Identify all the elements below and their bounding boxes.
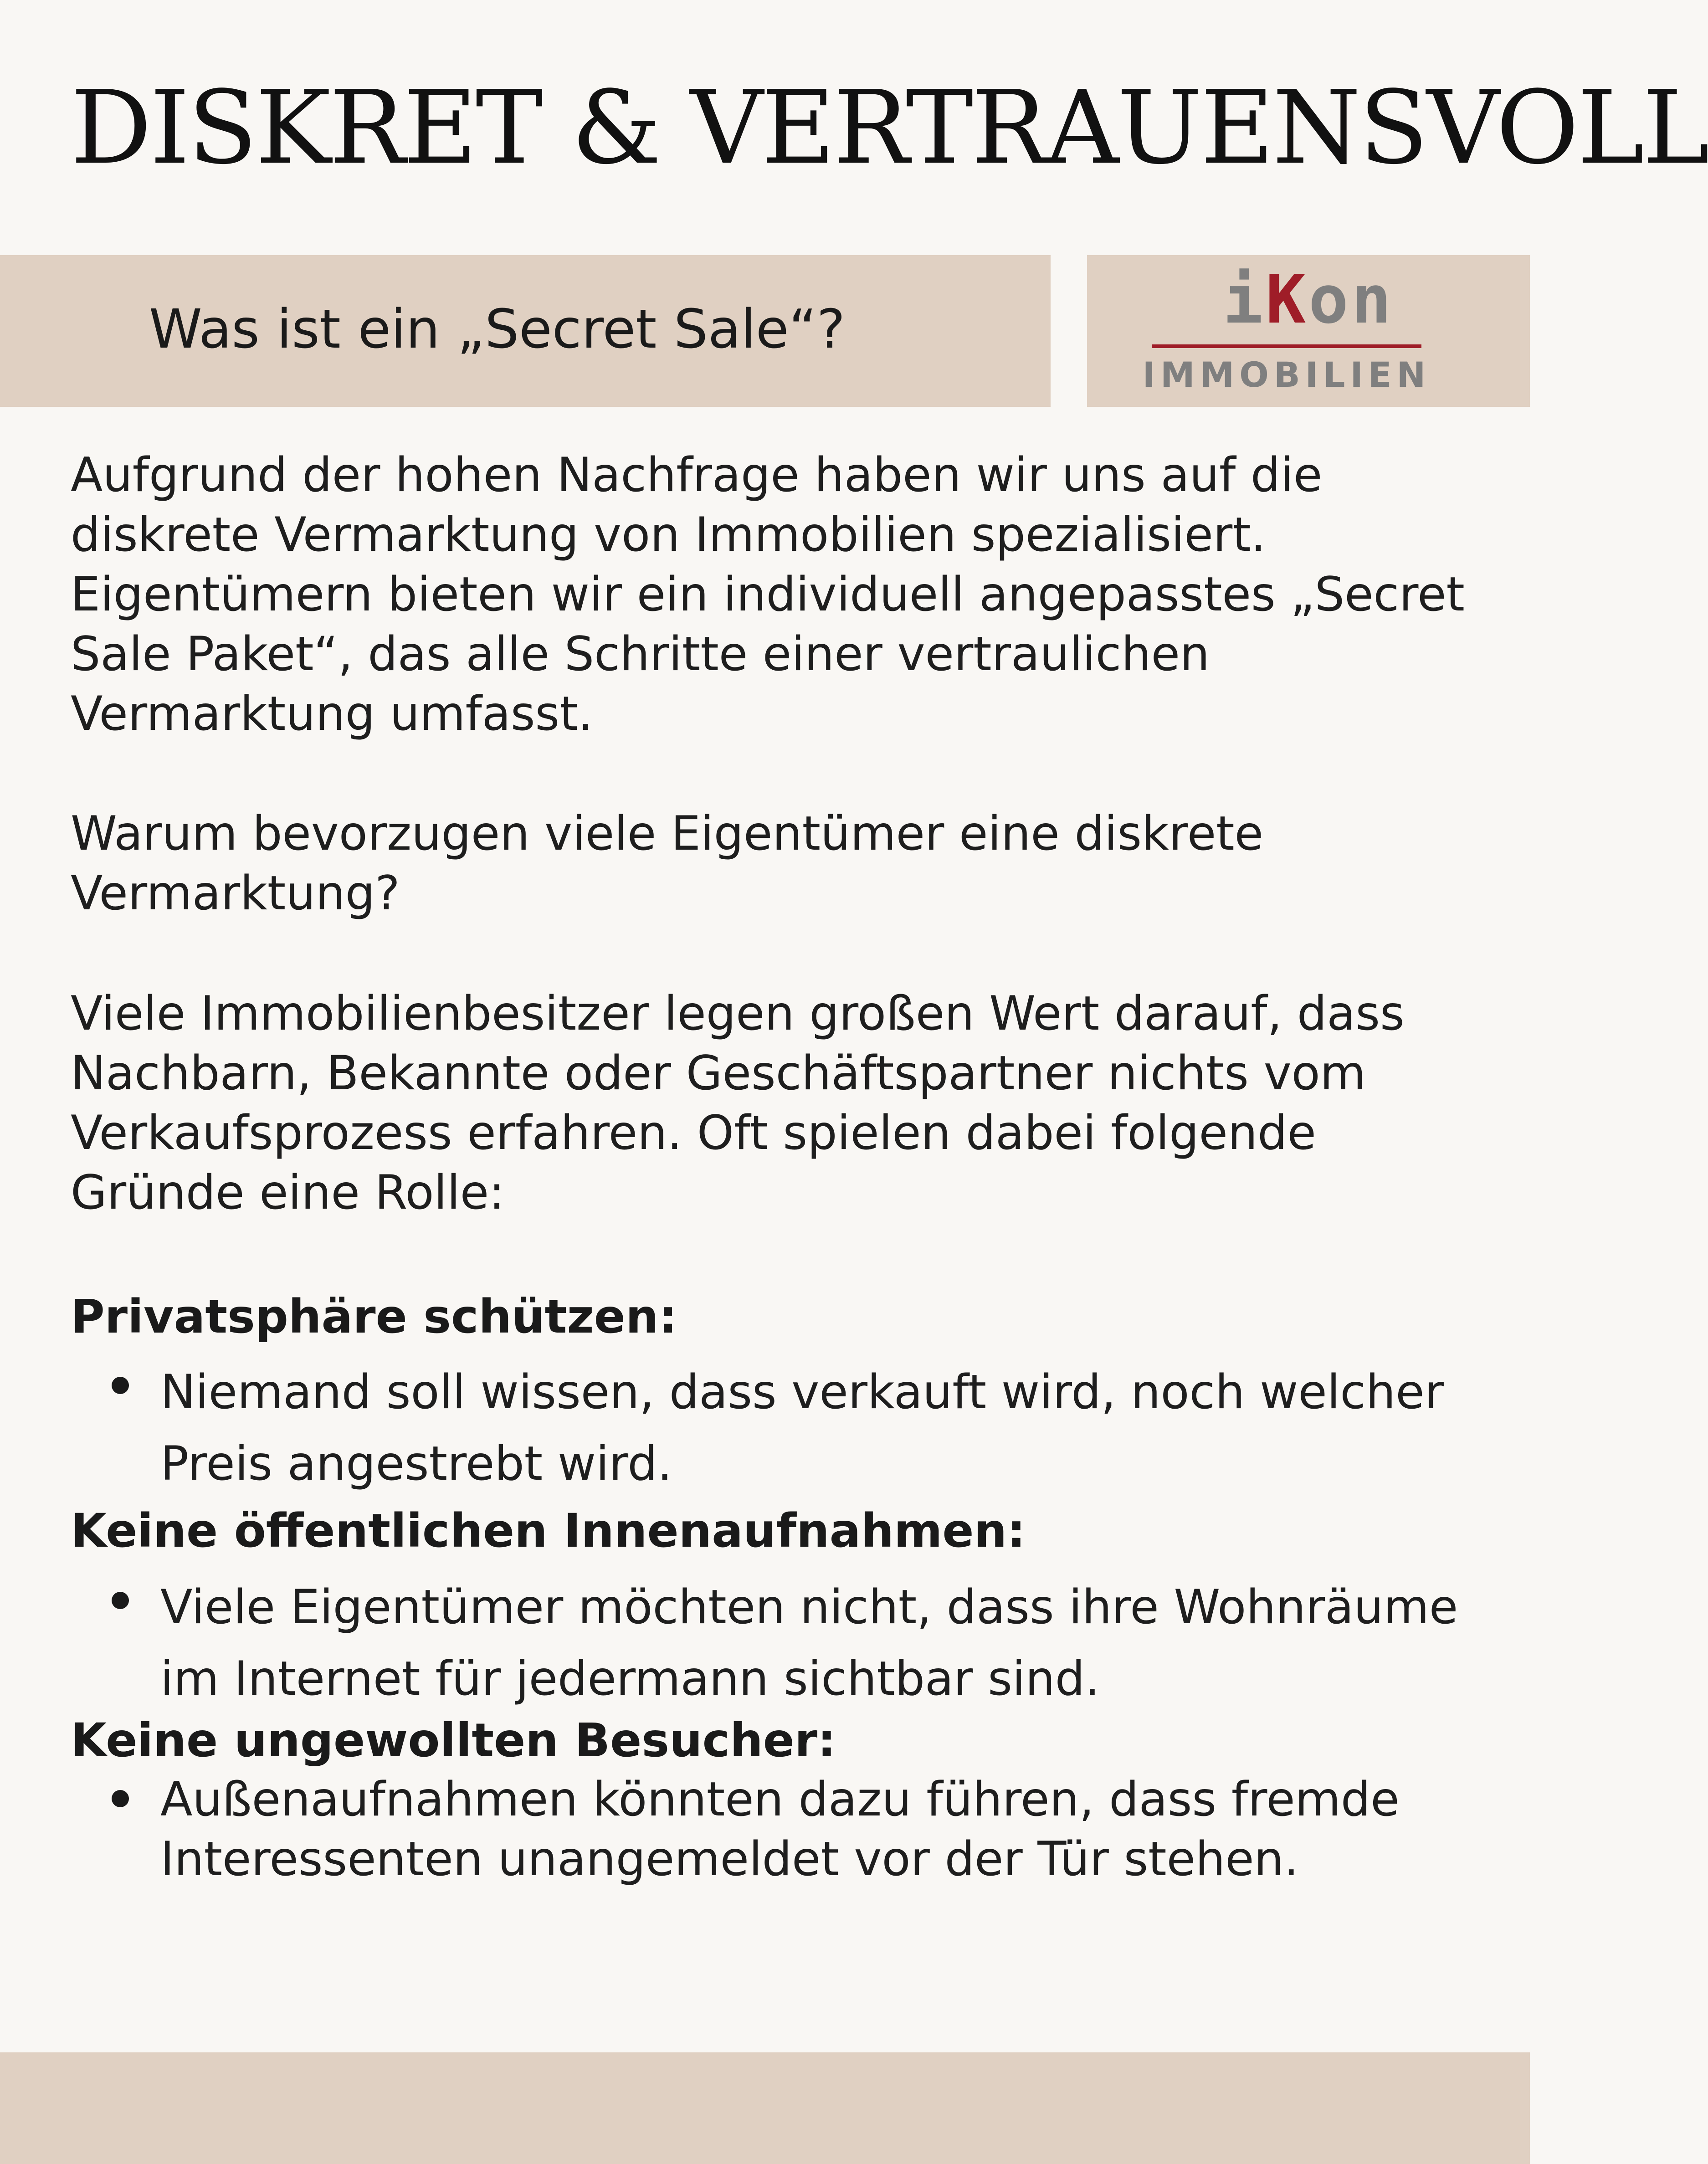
logo-letter-i: i [1223, 261, 1266, 338]
explanation-paragraph: Viele Immobilienbesitzer legen großen Wert darauf, dass Nachbarn, Bekannte oder Geschäftspartner nichts vom Verkaufsprozess erfahren. Oft spielen dabei folgende Gründe eine Rolle: [71, 986, 1405, 1220]
bullet-dot-icon [112, 1790, 129, 1807]
question-paragraph: Warum bevorzugen viele Eigentümer eine diskrete Vermarktung? [71, 806, 1264, 921]
logo-letters-on: on [1308, 261, 1394, 338]
reason-heading-visitors: Keine ungewollten Besucher: [71, 1713, 836, 1768]
list-item [112, 1357, 1506, 1500]
list-item-text: Niemand soll wissen, dass verkauft wird, noch welcher Preis angestrebt wird. [160, 1365, 1444, 1491]
logo-letter-k: K [1266, 261, 1308, 338]
page-title: DISKRET & VERTRAUENSVOLL [71, 69, 1708, 187]
section-subtitle: Was ist ein „Secret Sale“? [149, 297, 846, 360]
footer-band [0, 2052, 1530, 2164]
bullet-dot-icon [112, 1377, 129, 1394]
reason-heading-interior-photos: Keine öffentlichen Innenaufnahmen: [71, 1504, 1026, 1558]
list-item [112, 1572, 1506, 1715]
bullet-dot-icon [112, 1592, 129, 1609]
logo-underline [1152, 344, 1421, 348]
reason-heading-privacy: Privatsphäre schützen: [71, 1290, 677, 1344]
list-item [112, 1770, 1506, 1889]
list-item-text: Außenaufnahmen könnten dazu führen, dass fremde Interessenten unangemeldet vor der Tür stehen. [160, 1772, 1400, 1887]
logo-tagline: IMMOBILIEN [1142, 354, 1431, 395]
logo-wordmark [1087, 261, 1530, 338]
intro-paragraph: Aufgrund der hohen Nachfrage haben wir uns auf die diskrete Vermarktung von Immobilien spezialisiert. Eigentümern bieten wir ein individuell angepasstes „Secret Sale Paket“, das alle Schritte einer vertraulichen Vermarktung umfasst. [71, 448, 1465, 741]
list-item-text: Viele Eigentümer möchten nicht, dass ihre Wohnräume im Internet für jedermann sichtbar sind. [160, 1580, 1458, 1706]
